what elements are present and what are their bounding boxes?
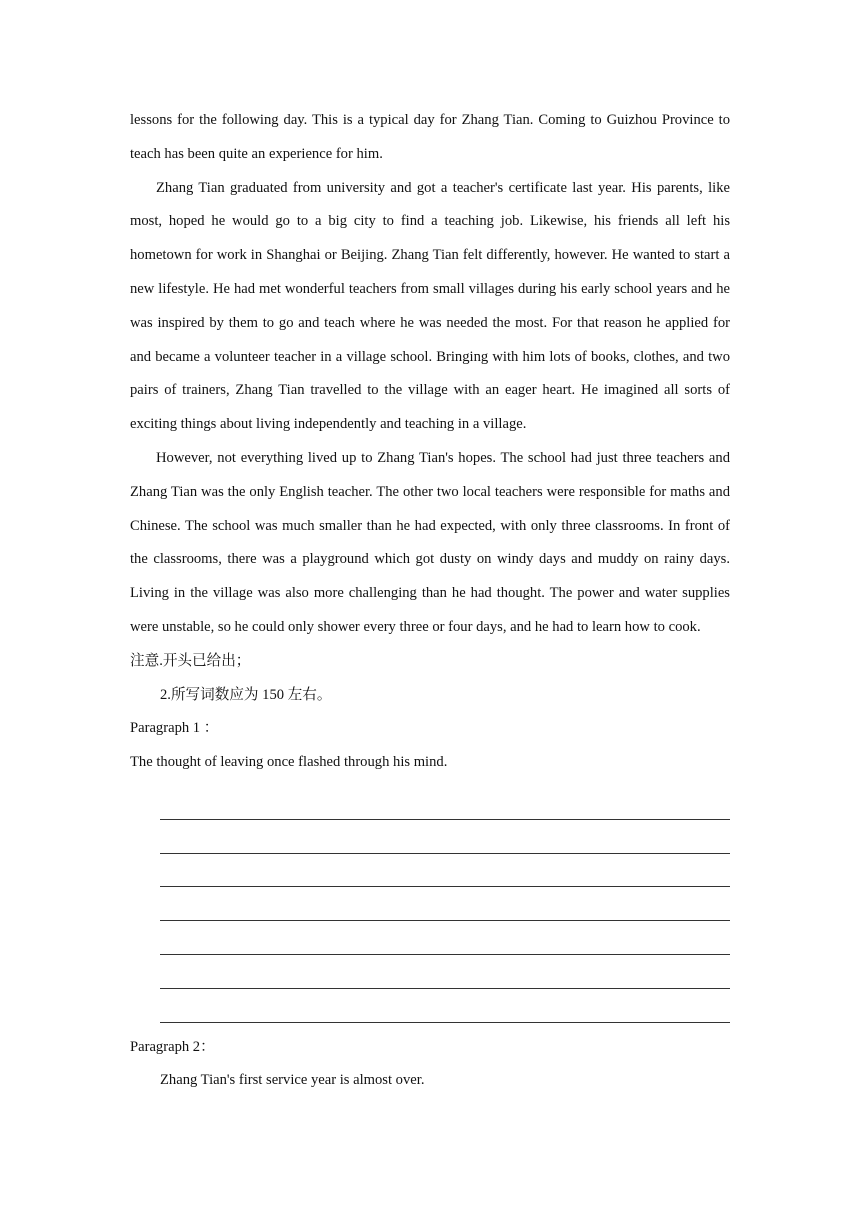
paragraph-1-opening: The thought of leaving once flashed through his mind. [130, 754, 448, 771]
writing-line[interactable] [160, 786, 730, 820]
passage-paragraph-village-school: However, not everything lived up to Zhang Tian's hopes. The school had just three teachers and Zhang Tian was the only English teacher. The other two local teachers were responsible for maths and Chinese. The school was much smaller than he had expected, with only three classrooms. In front of the classrooms, there was a playground which got dusty on windy days and muddy on rainy days. Living in the village was also more challenging than he had thought. The power and water supplies were unstable, so he could only shower every three or four days, and he had to learn how to cook. [130, 449, 730, 635]
paragraph-1-label: Paragraph 1 ： [130, 720, 219, 737]
paragraph-2-label: Paragraph 2： [130, 1038, 215, 1055]
paragraph-2-opening: Zhang Tian's first service year is almost over. [160, 1072, 425, 1089]
note-instruction-2: 2.所写词数应为 150 左右。 [160, 686, 332, 703]
writing-line[interactable] [160, 887, 730, 921]
writing-line[interactable] [160, 989, 730, 1023]
note-instruction-1: 注意.开头已给出； [130, 652, 251, 669]
writing-line[interactable] [160, 955, 730, 989]
passage-paragraph-continuation: lessons for the following day. This is a typical day for Zhang Tian. Coming to Guizhou Province to teach has been quite an experience for him. [130, 112, 730, 162]
writing-line[interactable] [160, 921, 730, 955]
writing-line[interactable] [160, 854, 730, 888]
paragraph-1-writing-area[interactable] [160, 786, 730, 1023]
passage-paragraph-graduation: Zhang Tian graduated from university and got a teacher's certificate last year. His parents, like most, hoped he would go to a big city to find a teaching job. Likewise, his friends all left his hometown for work in Shanghai or Beijing. Zhang Tian felt differently, however. He wanted to start a new lifestyle. He had met wonderful teachers from small villages during his early school years and he was inspired by them to go and teach where he was needed the most. For that reason he applied for and became a volunteer teacher in a village school. Bringing with him lots of books, clothes, and two pairs of trainers, Zhang Tian travelled to the village with an eager heart. He imagined all sorts of exciting things about living independently and teaching in a village. [130, 179, 730, 433]
document-page [130, 104, 730, 1098]
writing-line[interactable] [160, 820, 730, 854]
